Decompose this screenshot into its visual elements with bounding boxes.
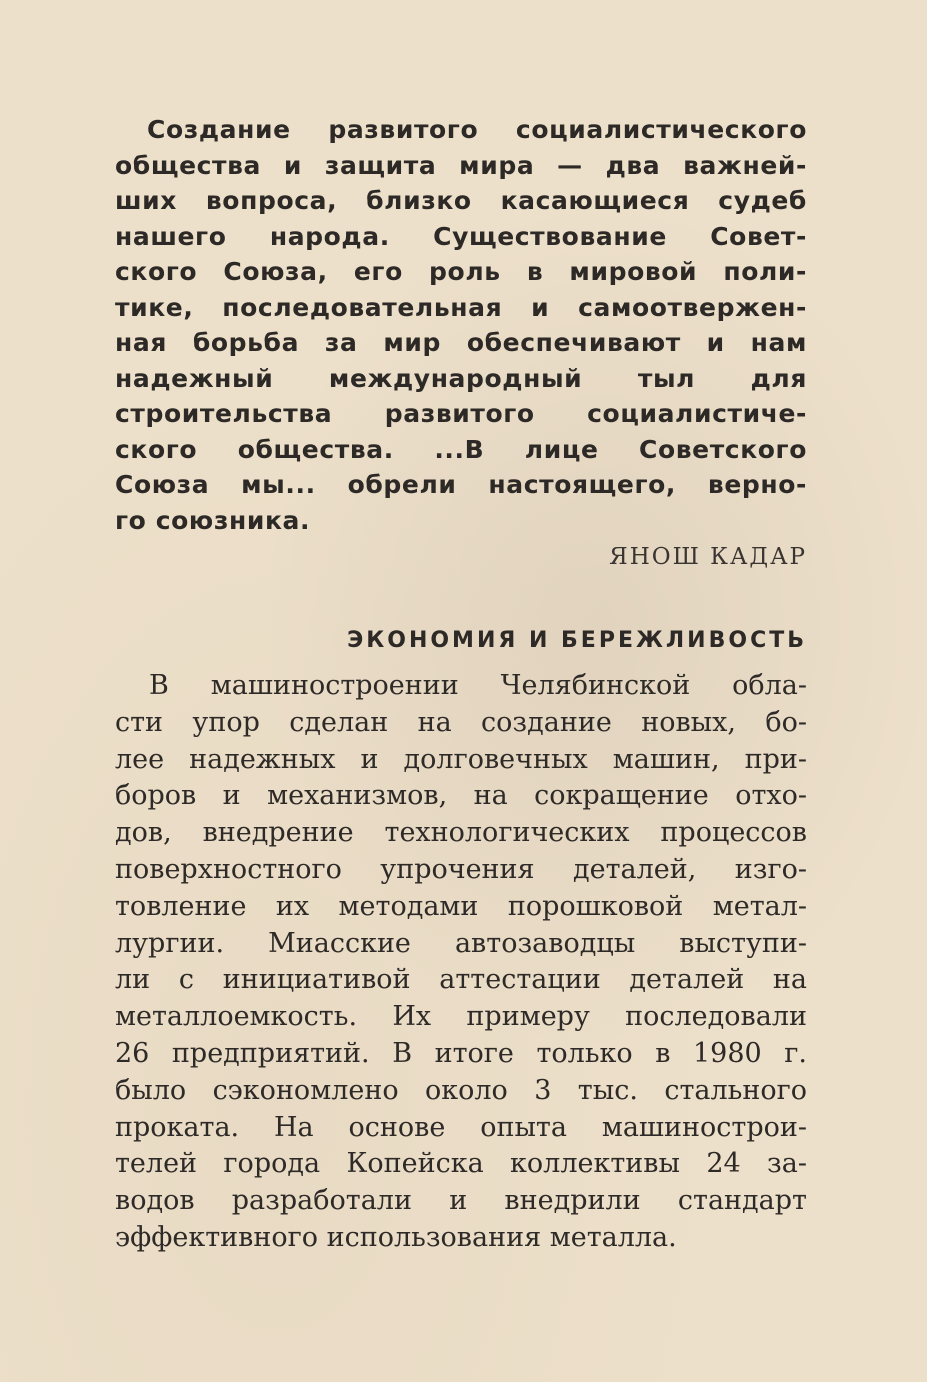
quote-line: тике, последовательная и самоотвержен-	[115, 292, 807, 322]
body-line: металлоемкость. Их примеру последовали	[115, 1001, 807, 1033]
text-column	[115, 112, 807, 1257]
quote-line: надежный международный тыл для	[115, 363, 807, 393]
quote-line: ная борьба за мир обеспечивают и нам	[115, 328, 807, 357]
body-line: эффективного использования металла.	[115, 1221, 677, 1253]
quote-line: го союзника.	[115, 505, 311, 535]
quote-line: ших вопроса, близко касающиеся судеб	[115, 186, 807, 215]
quote-line: строительства развитого социалистиче-	[115, 399, 807, 428]
body-line: сти упор сделан на создание новых, бо-	[115, 706, 807, 738]
quote-line: нашего народа. Существование Совет-	[115, 221, 807, 251]
article-body	[115, 668, 807, 1257]
body-line: дов, внедрение технологических процессов	[115, 817, 807, 849]
quote-line: ского Союза, его роль в мировой поли-	[115, 257, 807, 286]
quote-line: Создание развитого социалистического	[147, 115, 807, 144]
body-line: было сэкономлено около 3 тыс. стального	[115, 1074, 807, 1106]
body-line: поверхностного упрочения деталей, изго-	[115, 853, 807, 885]
quote-author: ЯНОШ КАДАР	[609, 544, 807, 570]
quote-line: ского общества. ...В лице Советского	[115, 434, 807, 464]
body-line: водов разработали и внедрили стандарт	[115, 1185, 807, 1217]
body-line: телей города Копейска коллективы 24 за-	[115, 1148, 807, 1180]
quote-line: общества и защита мира — два важней-	[115, 150, 807, 180]
body-line: В машиностроении Челябинской обла-	[149, 670, 807, 701]
body-line: проката. На основе опыта машинострои-	[115, 1111, 807, 1143]
body-line: 26 предприятий. В итоге только в 1980 г.	[115, 1037, 807, 1069]
body-line: боров и механизмов, на сокращение отхо-	[115, 780, 807, 812]
body-line: лургии. Миасские автозаводцы выступи-	[115, 927, 807, 959]
body-line: ли с инициативой аттестации деталей на	[115, 964, 807, 996]
body-line: лее надежных и долговечных машин, при-	[115, 743, 807, 775]
quote-block	[115, 112, 807, 574]
quote-line: Союза мы... обрели настоящего, верно-	[115, 470, 807, 499]
section-heading: ЭКОНОМИЯ И БЕРЕЖЛИВОСТЬ	[347, 628, 807, 653]
body-line: товление их методами порошковой метал-	[115, 890, 807, 922]
